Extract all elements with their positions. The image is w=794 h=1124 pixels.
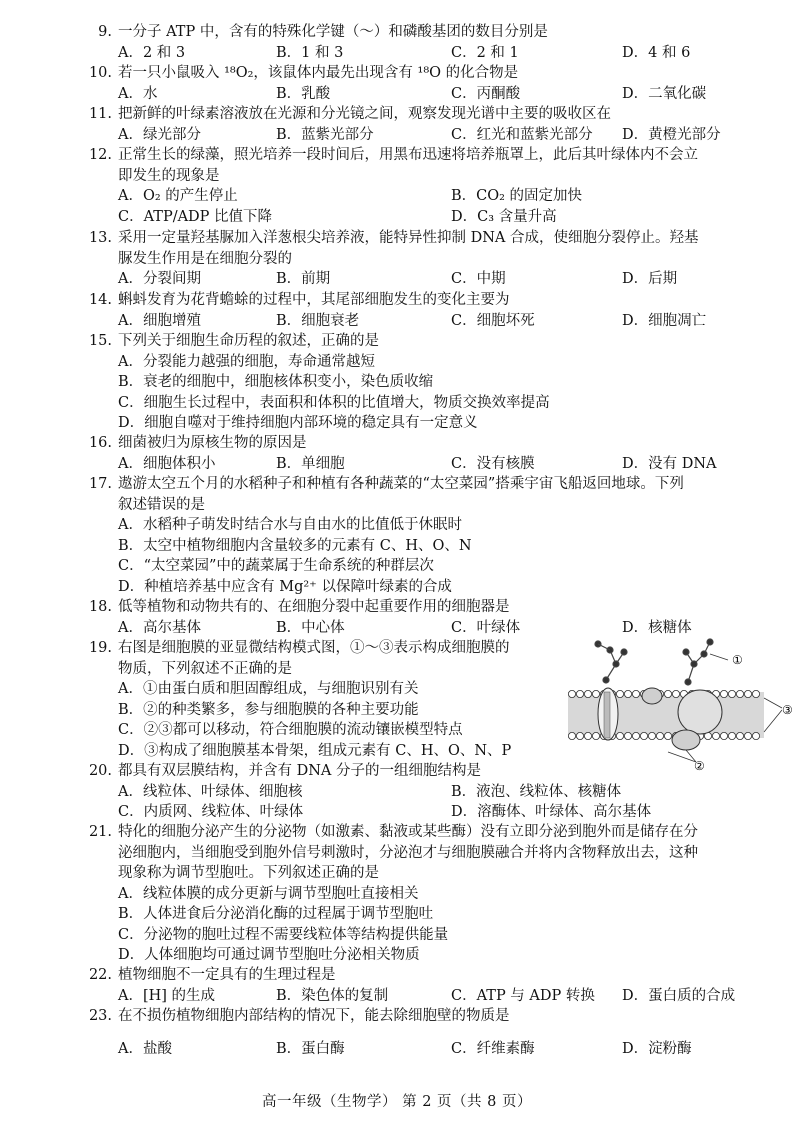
phospholipid-head (744, 690, 751, 697)
option-c: C．ATP/ADP 比值下降 (118, 208, 273, 225)
question-text: 低等植物和动物共有的、在细胞分裂中起重要作用的细胞器是 (118, 599, 510, 615)
phospholipid-head (672, 690, 679, 697)
question-number: 12. (88, 147, 112, 163)
question-text: 采用一定量羟基脲加入洋葱根尖培养液，能特异性抑制 DNA 合成，使细胞分裂停止。羟基 (118, 230, 699, 246)
option-a: A．细胞体积小 (118, 455, 216, 472)
phospholipid-head (752, 732, 759, 739)
option-c: C．中期 (451, 271, 506, 287)
option-c: C．丙酮酸 (451, 85, 521, 102)
option-d: D．蛋白质的合成 (622, 987, 736, 1004)
question-number: 23. (88, 1008, 112, 1024)
question-number: 9. (98, 24, 112, 40)
phospholipid-head (736, 690, 743, 697)
option-c: C．内质网、线粒体、叶绿体 (118, 804, 304, 820)
question-text: 植物细胞不一定具有的生理过程是 (118, 967, 336, 983)
option-c: C．细胞生长过程中，表面积和体积的比值增大，物质交换效率提高 (118, 394, 550, 411)
option-b: B．衰老的细胞中，细胞核体积变小，染色质收缩 (118, 374, 434, 390)
option-a: A．水 (118, 85, 158, 102)
phospholipid-head (664, 690, 671, 697)
question-number: 19. (88, 640, 112, 656)
phospholipid-head (584, 690, 591, 697)
option-a: A．盐酸 (118, 1040, 172, 1057)
question-23 (86, 1006, 794, 1059)
option-a: A．2 和 3 (118, 44, 186, 61)
option-d: D．核糖体 (622, 619, 692, 636)
question-17 (86, 474, 794, 597)
option-d: D．二氧化碳 (622, 85, 707, 102)
page-footer: 高一年级（生物学） 第 2 页（共 8 页） (262, 1094, 532, 1110)
phospholipid-head (568, 732, 575, 739)
option-c: C．纤维素酶 (451, 1040, 535, 1057)
question-text: 正常生长的绿藻，照光培养一段时间后，用黑布迅速将培养瓶罩上，此后其叶绿体内不会立 (118, 147, 698, 163)
phospholipid-bilayer (568, 690, 764, 739)
phospholipid-head (576, 732, 583, 739)
option-b: B．液泡、线粒体、核糖体 (451, 783, 622, 800)
option-c: C．红光和蓝紫光部分 (451, 126, 593, 143)
option-a: A．线粒体、叶绿体、细胞核 (118, 783, 303, 800)
option-a: A．细胞增殖 (118, 312, 201, 329)
label-2: ② (694, 759, 705, 772)
phospholipid-head (576, 690, 583, 697)
question-text: 下列关于细胞生命历程的叙述，正确的是 (118, 333, 379, 349)
cell-membrane-diagram (560, 632, 794, 772)
option-c: C．分泌物的胞吐过程不需要线粒体等结构提供能量 (118, 926, 449, 943)
phospholipid-head (720, 732, 727, 739)
option-a: A．高尔基体 (118, 619, 201, 636)
question-text: 都具有双层膜结构，并含有 DNA 分子的一组细胞结构是 (118, 763, 482, 779)
phospholipid-head (592, 690, 599, 697)
phospholipid-head (648, 732, 655, 739)
phospholipid-head (632, 732, 639, 739)
question-text: 右图是细胞膜的亚显微结构模式图，①～③表示构成细胞膜的 (118, 640, 510, 656)
question-text: 若一只小鼠吸入 ¹⁸O₂，该鼠体内最先出现含有 ¹⁸O 的化合物是 (118, 65, 519, 81)
question-number: 17. (88, 476, 112, 492)
question-text-continued: 物质，下列叙述不正确的是 (118, 660, 292, 677)
phospholipid-head (656, 732, 663, 739)
option-b: B．前期 (276, 271, 331, 287)
option-d: D．细胞自噬对于维持细胞内部环境的稳定具有一定意义 (118, 415, 478, 431)
option-b: B．②的种类繁多，参与细胞膜的各种主要功能 (118, 701, 419, 718)
option-d: D．C₃ 含量升高 (451, 208, 557, 225)
option-c: C．没有核膜 (451, 455, 535, 472)
option-b: B．CO₂ 的固定加快 (451, 188, 583, 204)
label-1: ① (732, 653, 743, 667)
option-a: A．水稻种子萌发时结合水与自由水的比值低于休眠时 (118, 517, 462, 533)
label-3: ③ (782, 703, 793, 717)
option-d: D．淀粉酶 (622, 1040, 692, 1057)
option-d: D．种植培养基中应含有 Mg²⁺ 以保障叶绿素的合成 (118, 578, 452, 595)
question-10 (86, 63, 794, 104)
question-text: 遨游太空五个月的水稻种子和种植有各种蔬菜的“太空菜园”搭乘宇宙飞船返回地球。下列 (118, 476, 684, 492)
question-text-continued: 脲发生作用是在细胞分裂的 (118, 250, 292, 267)
option-b: B．染色体的复制 (276, 987, 389, 1004)
option-d: D．细胞凋亡 (622, 312, 707, 329)
option-b: B．人体进食后分泌消化酶的过程属于调节型胞吐 (118, 906, 434, 922)
phospholipid-head (632, 690, 639, 697)
question-text: 把新鲜的叶绿素溶液放在光源和分光镜之间，观察发现光谱中主要的吸收区在 (118, 106, 611, 122)
option-d: D．③构成了细胞膜基本骨架，组成元素有 C、H、O、N、P (118, 742, 512, 759)
glycoprotein-chains (595, 639, 713, 685)
phospholipid-head (664, 732, 671, 739)
phospholipid-head (616, 690, 623, 697)
question-number: 10. (88, 65, 112, 81)
question-text-continued: 泌细胞内，当细胞受到胞外信号刺激时，分泌泡才与细胞膜融合并将内含物释放出去，这种 (118, 844, 698, 861)
question-number: 15. (88, 333, 112, 349)
question-22 (86, 965, 794, 1006)
phospholipid-head (712, 732, 719, 739)
option-d: D．黄橙光部分 (622, 126, 721, 143)
option-d: D．4 和 6 (622, 44, 691, 61)
option-b: B．中心体 (276, 619, 345, 636)
option-d: D．溶酶体、叶绿体、高尔基体 (451, 804, 652, 820)
question-text: 在不损伤植物细胞内部结构的情况下，能去除细胞壁的物质是 (118, 1008, 510, 1024)
option-b: B．太空中植物细胞内含量较多的元素有 C、H、O、N (118, 537, 472, 554)
question-number: 14. (88, 292, 112, 308)
phospholipid-head (568, 690, 575, 697)
option-c: C．ATP 与 ADP 转换 (451, 987, 595, 1004)
option-a: A．分裂能力越强的细胞，寿命通常越短 (118, 353, 375, 370)
question-number: 21. (88, 824, 112, 840)
question-16 (86, 433, 794, 474)
option-a: A．线粒体膜的成分更新与调节型胞吐直接相关 (118, 885, 419, 902)
option-a: A．O₂ 的产生停止 (118, 188, 238, 204)
question-14 (86, 290, 794, 331)
option-b: B．乳酸 (276, 85, 331, 102)
question-text: 一分子 ATP 中，含有的特殊化学键（～）和磷酸基团的数目分别是 (118, 24, 548, 40)
option-d: D．后期 (622, 271, 678, 287)
phospholipid-head (584, 732, 591, 739)
question-13 (86, 228, 794, 290)
question-text: 蝌蚪发育为花背蟾蜍的过程中，其尾部细胞发生的变化主要为 (118, 292, 510, 308)
option-b: B．单细胞 (276, 455, 345, 472)
question-text-continued: 即发生的现象是 (118, 167, 220, 184)
question-21 (86, 822, 794, 966)
question-number: 20. (88, 763, 112, 779)
phospholipid-head (728, 690, 735, 697)
question-number: 18. (88, 599, 112, 615)
question-15 (86, 331, 794, 434)
phospholipid-head (720, 690, 727, 697)
question-text-continued: 现象称为调节型胞吐。下列叙述正确的是 (118, 865, 379, 881)
question-20 (86, 761, 794, 823)
option-d: D．没有 DNA (622, 455, 717, 472)
question-11 (86, 104, 794, 145)
option-a: A．分裂间期 (118, 271, 201, 287)
phospholipid-head (728, 732, 735, 739)
option-b: B．蛋白酶 (276, 1040, 345, 1057)
question-number: 13. (88, 230, 112, 246)
option-b: B．1 和 3 (276, 44, 344, 61)
phospholipid-head (744, 732, 751, 739)
option-c: C．②③都可以移动，符合细胞膜的流动镶嵌模型特点 (118, 722, 463, 738)
question-9 (86, 22, 794, 63)
phospholipid-head (736, 732, 743, 739)
option-a: A．绿光部分 (118, 126, 201, 143)
question-text-continued: 叙述错误的是 (118, 496, 205, 513)
phospholipid-head (624, 690, 631, 697)
option-b: B．蓝紫光部分 (276, 126, 374, 143)
phospholipid-head (640, 732, 647, 739)
question-number: 11. (88, 106, 112, 122)
phospholipid-head (752, 690, 759, 697)
phospholipid-head (616, 732, 623, 739)
option-c: C．“太空菜园”中的蔬菜属于生命系统的种群层次 (118, 558, 434, 574)
option-d: D．人体细胞均可通过调节型胞吐分泌相关物质 (118, 947, 420, 963)
option-a: A．[H] 的生成 (118, 987, 216, 1004)
option-c: C．2 和 1 (451, 44, 519, 61)
option-a: A．①由蛋白质和胆固醇组成，与细胞识别有关 (118, 681, 419, 697)
question-text: 细菌被归为原核生物的原因是 (118, 435, 307, 451)
option-c: C．叶绿体 (451, 619, 521, 636)
option-b: B．细胞衰老 (276, 312, 360, 329)
phospholipid-head (624, 732, 631, 739)
option-c: C．细胞坏死 (451, 312, 535, 329)
question-number: 22. (88, 967, 112, 983)
phospholipid-head (592, 732, 599, 739)
question-number: 16. (88, 435, 112, 451)
question-12 (86, 145, 794, 227)
question-text: 特化的细胞分泌产生的分泌物（如激素、黏液或某些酶）没有立即分泌到胞外而是储存在分 (118, 824, 698, 840)
